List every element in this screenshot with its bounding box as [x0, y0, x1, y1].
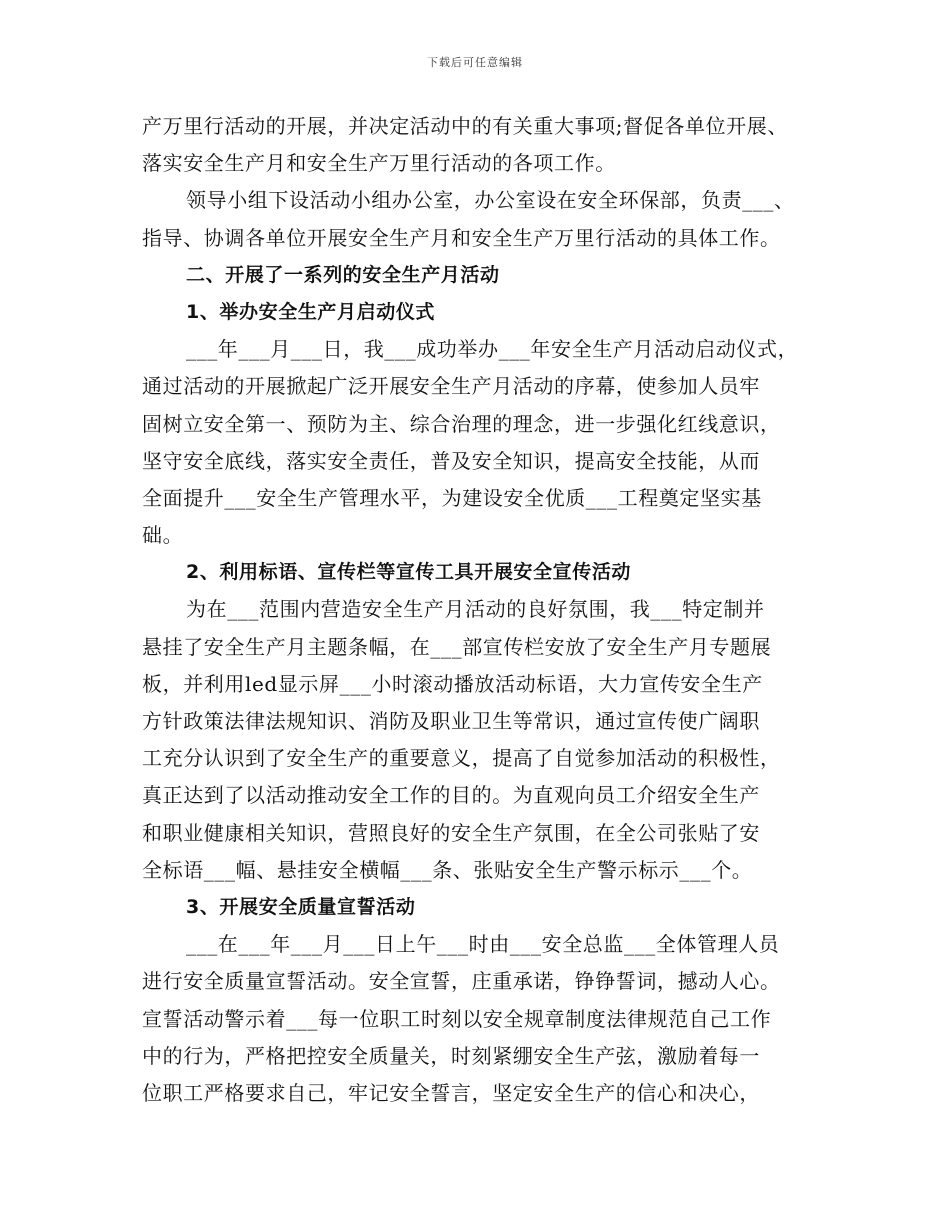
section-heading: 二、开展了一系列的安全生产月活动 — [186, 263, 500, 286]
paragraph-line: 位职工严格要求自己，牢记安全誓言，坚定安全生产的信心和决心， — [142, 1080, 760, 1105]
paragraph-line: 宣誓活动警示着___每一位职工时刻以安全规章制度法律规范自己工作 — [142, 1006, 772, 1031]
paragraph-line: ___年___月___日，我___成功举办___年安全生产月活动启动仪式， — [186, 337, 799, 362]
paragraph-line: 真正达到了以活动推动安全工作的目的。为直观向员工介绍安全生产 — [142, 783, 760, 808]
paragraph-line: 通过活动的开展掀起广泛开展安全生产月活动的序幕，使参加人员牢 — [142, 374, 760, 399]
section-heading: 3、开展安全质量宣誓活动 — [186, 895, 416, 918]
paragraph-line: 坚守安全底线，落实安全责任，普及安全知识，提高安全技能，从而 — [142, 448, 760, 473]
paragraph-line: 落实安全生产月和安全生产万里行活动的各项工作。 — [142, 151, 616, 176]
paragraph-line: 方针政策法律法规知识、消防及职业卫生等常识，通过宣传使广阔职 — [142, 709, 760, 733]
paragraph-line: 工充分认识到了安全生产的重要意义，提高了自觉参加活动的积极性， — [142, 746, 781, 771]
paragraph-line: 和职业健康相关知识，营照良好的安全生产氛围，在全公司张贴了安 — [142, 820, 760, 845]
section-heading: 1、举办安全生产月启动仪式 — [186, 300, 436, 323]
paragraph-line: ___在___年___月___日上午___时由___安全总监___全体管理人员 — [186, 932, 780, 957]
paragraph-line: 悬挂了安全生产月主题条幅，在___部宣传栏安放了安全生产月专题展 — [142, 634, 772, 659]
paragraph-line: 固树立安全第一、预防为主、综合治理的理念，进一步强化红线意识， — [142, 411, 781, 436]
paragraph-line: 产万里行活动的开展，并决定活动中的有关重大事项;督促各单位开展、 — [142, 114, 788, 138]
paragraph-line: 为在___范围内营造安全生产月活动的良好氛围，我___特定制并 — [186, 597, 765, 622]
paragraph-line: 全标语___幅、悬挂安全横幅___条、张贴安全生产警示标示___个。 — [142, 857, 753, 882]
page-header: 下载后可任意编辑 — [427, 56, 523, 69]
section-heading: 2、利用标语、宣传栏等宣传工具开展安全宣传活动 — [186, 561, 632, 584]
paragraph-line: 进行安全质量宣誓活动。安全宣誓，庄重承诺，铮铮誓词，撼动人心。 — [142, 969, 781, 994]
document-body — [142, 108, 832, 1112]
paragraph-line: 板，并利用led显示屏___小时滚动播放活动标语，大力宣传安全生产 — [142, 671, 763, 696]
paragraph-line: 础。 — [142, 523, 184, 548]
paragraph-line: 领导小组下设活动小组办公室，办公室设在安全环保部，负责___、 — [186, 188, 795, 213]
paragraph-line: 中的行为，严格把控安全质量关，时刻紧绷安全生产弦，激励着每一 — [142, 1043, 760, 1068]
paragraph-line: 指导、协调各单位开展安全生产月和安全生产万里行活动的具体工作。 — [142, 225, 781, 250]
paragraph-line: 全面提升___安全生产管理水平，为建设安全优质___工程奠定坚实基 — [142, 485, 762, 510]
